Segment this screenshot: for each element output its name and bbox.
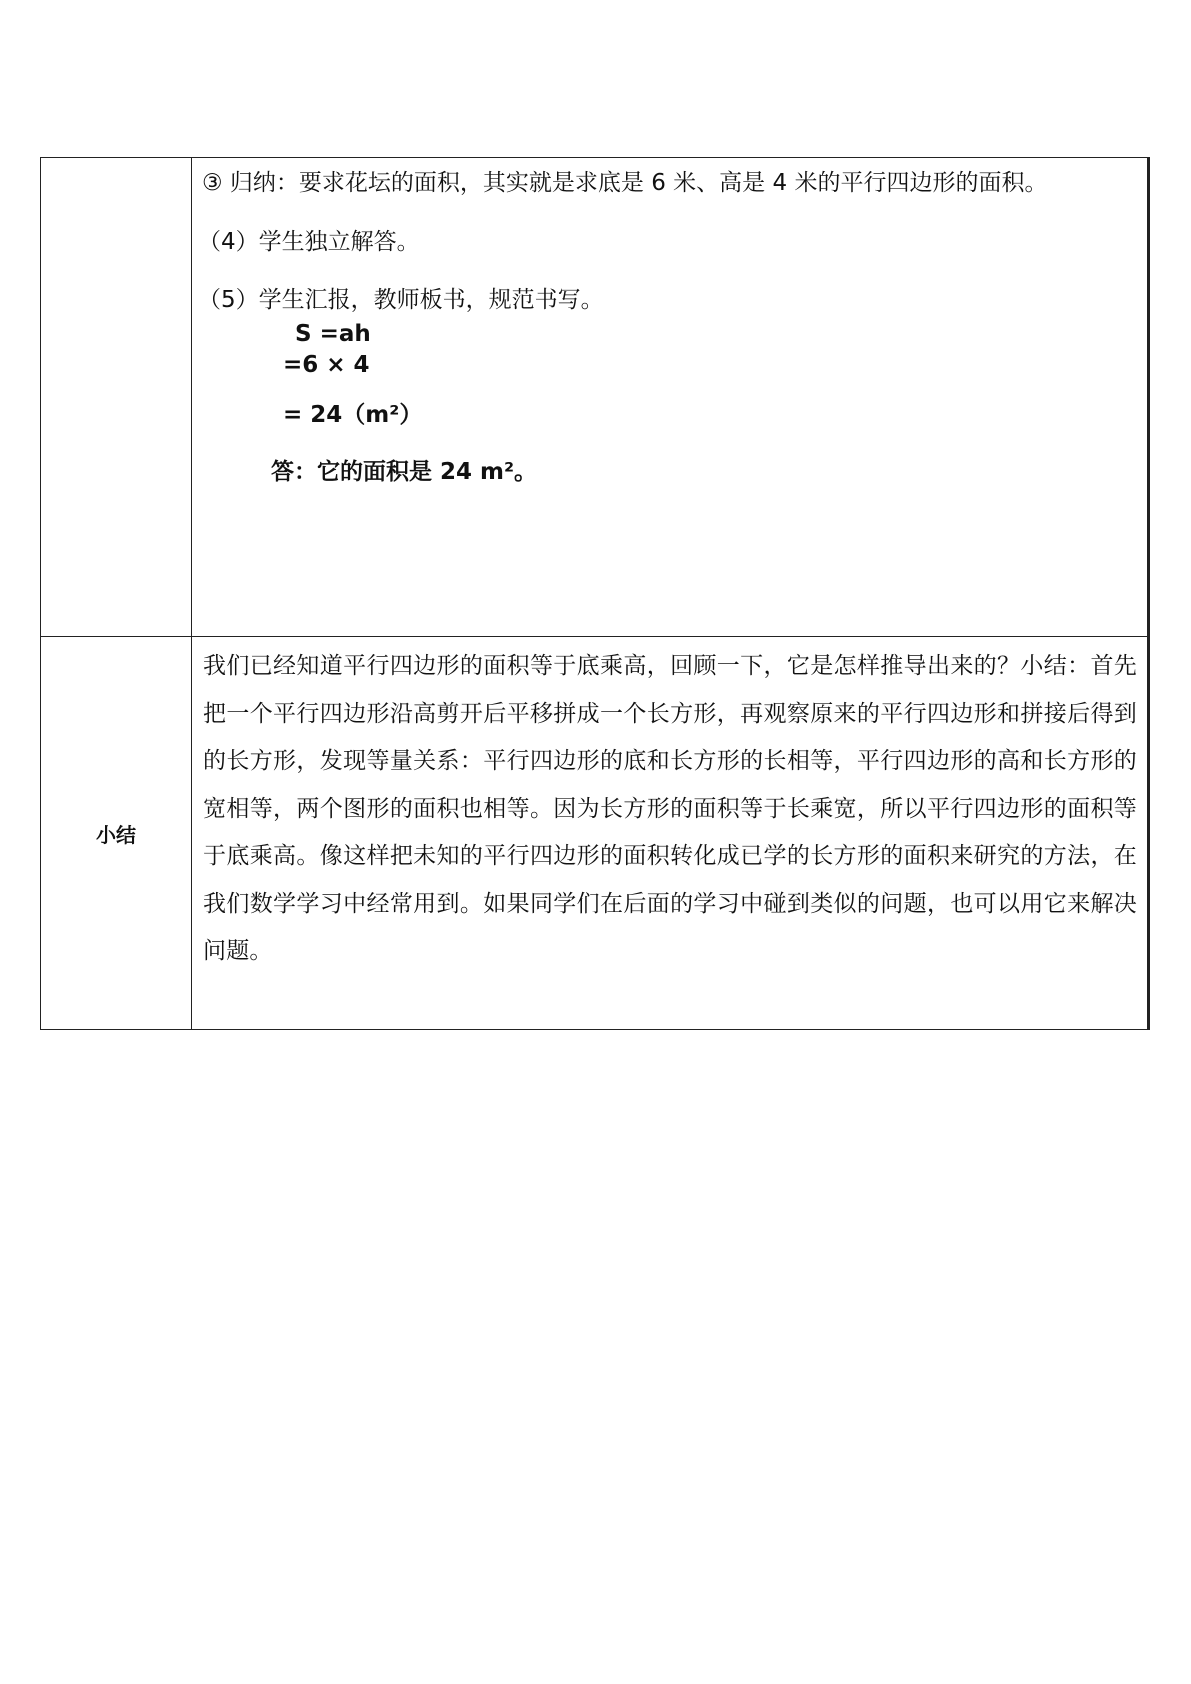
answer-line: 答：它的面积是 24 m²。: [271, 459, 538, 485]
lesson-table: [40, 157, 1150, 1030]
summary-label: 小结: [96, 822, 136, 847]
table-row: [41, 158, 1149, 637]
row-label-cell: [41, 637, 192, 1030]
formula-line-1: S =ah: [295, 321, 371, 347]
formula-line-2: =6 × 4: [283, 352, 370, 378]
row-content-cell: [192, 637, 1149, 1030]
step-5-line: （5）学生汇报，教师板书，规范书写。: [198, 287, 604, 313]
row-label-cell: [41, 158, 192, 637]
summary-paragraph: 我们已经知道平行四边形的面积等于底乘高，回顾一下，它是怎样推导出来的？小结：首先把一个平行四边形沿高剪开后平移拼成一个长方形，再观察原来的平行四边形和拼接后得到的长方形，发现等量关系：平行四边形的底和长方形的长相等，平行四边形的高和长方形的宽相等，两个图形的面积也相等。因为长方形的面积等于长乘宽，所以平行四边形的面积等于底乘高。像这样把未知的平行四边形的面积转化成已学的长方形的面积来研究的方法，在我们数学学习中经常用到。如果同学们在后面的学习中碰到类似的问题，也可以用它来解决问题。: [203, 653, 1137, 964]
table-row: [41, 637, 1149, 1030]
row-content-cell: [192, 158, 1149, 637]
summary-step-line: ③ 归纳：要求花坛的面积，其实就是求底是 6 米、高是 4 米的平行四边形的面积。: [202, 170, 1048, 196]
step-4-line: （4）学生独立解答。: [198, 229, 420, 255]
formula-line-3: = 24（m²）: [283, 402, 423, 428]
